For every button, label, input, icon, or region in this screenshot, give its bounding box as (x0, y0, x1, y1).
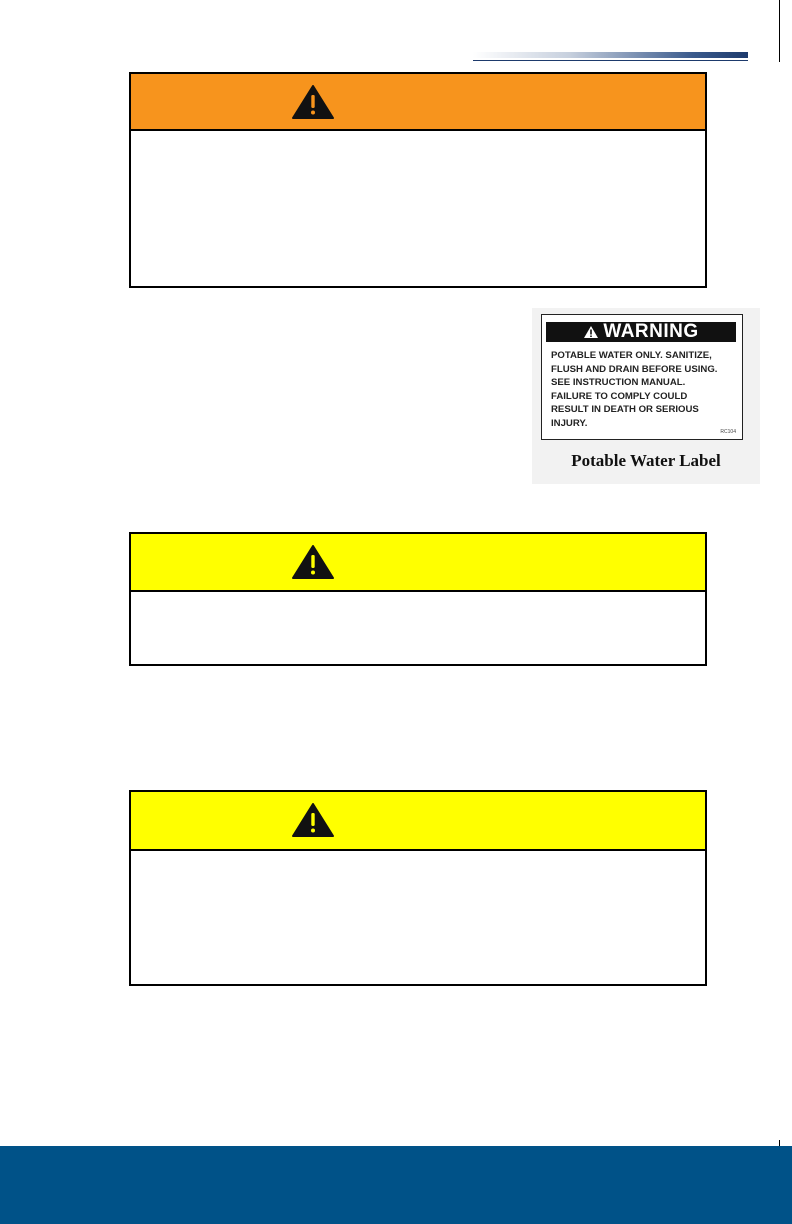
warning-box (129, 72, 707, 288)
label-caption: Potable Water Label (571, 451, 721, 470)
alert-triangle-icon (583, 325, 599, 339)
caution-box-2 (129, 790, 707, 986)
decal-header (546, 322, 736, 342)
alert-triangle-icon (291, 802, 335, 838)
alert-triangle-icon (291, 84, 335, 120)
warning-decal (541, 314, 743, 440)
warning-box-header (131, 74, 705, 131)
decal-text: POTABLE WATER ONLY. SANITIZE, FLUSH AND DRAIN BEFORE USING. SEE INSTRUCTION MANUAL. FAILURE TO COMPLY COULD RESULT IN DEATH OR SERIOUS INJURY. (551, 350, 718, 429)
caution-box-2-header (131, 792, 705, 851)
decal-code: RC104 (720, 429, 736, 435)
caution-box-1-header (131, 534, 705, 592)
decal-header-text: WARNING (603, 321, 699, 342)
caution-box-1 (129, 532, 707, 666)
footer-band (0, 1146, 792, 1224)
potable-water-label-figure (532, 308, 760, 484)
alert-triangle-icon (291, 544, 335, 580)
crop-mark-top (779, 0, 780, 62)
header-rule (473, 52, 748, 58)
